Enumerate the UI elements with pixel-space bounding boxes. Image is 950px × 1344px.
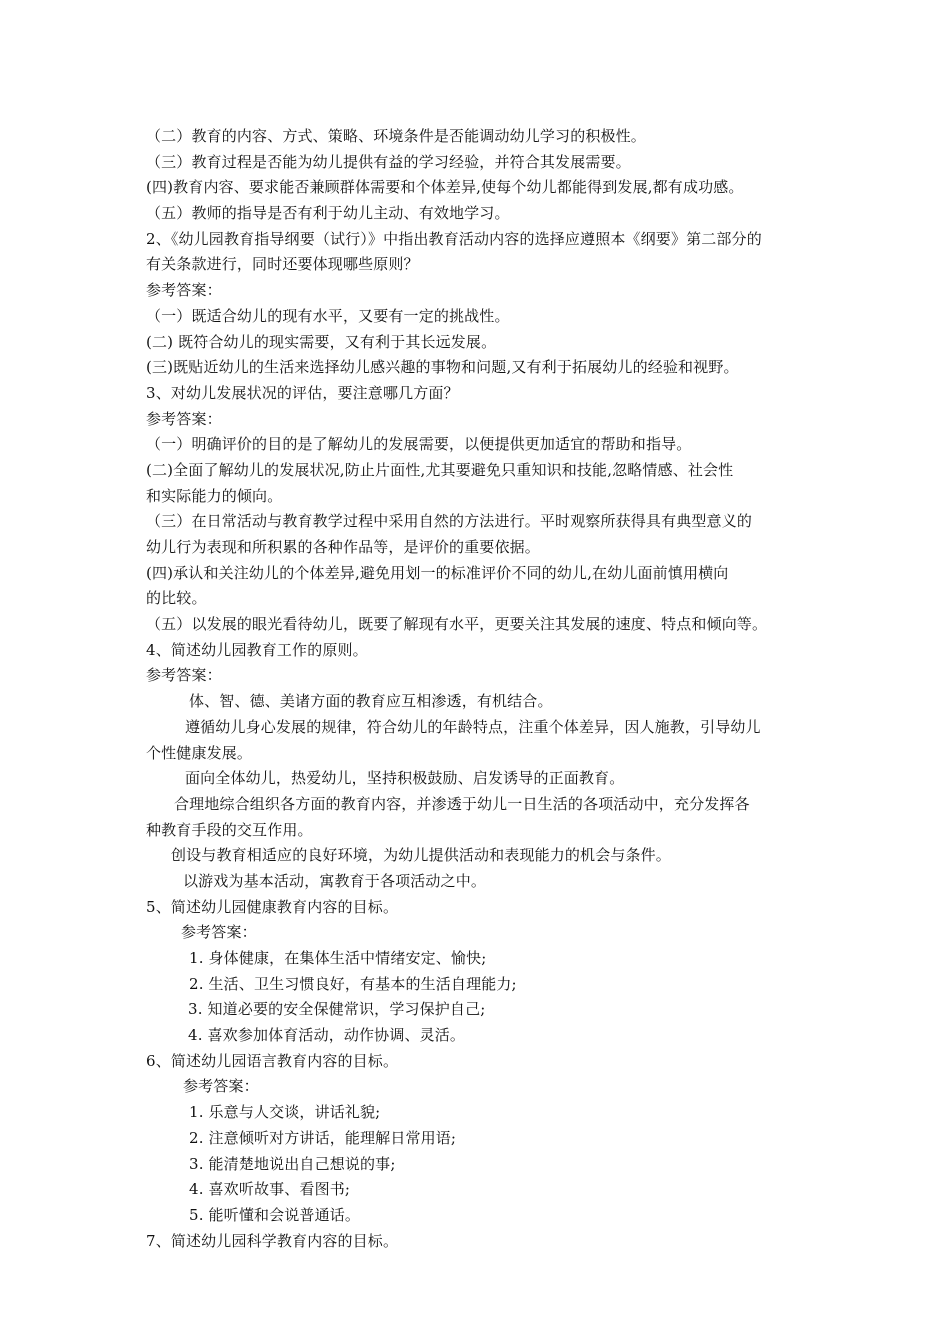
list-item: 3. 知道必要的安全保健常识，学习保护自己; — [188, 1000, 486, 1019]
text-line: （五）教师的指导是否有利于幼儿主动、有效地学习。 — [146, 204, 510, 223]
list-item: 2. 注意倾听对方讲话，能理解日常用语; — [189, 1128, 457, 1147]
text-line: 有关条款进行，同时还要体现哪些原则？ — [146, 255, 419, 274]
question-heading: 4、简述幼儿园教育工作的原则。 — [146, 640, 368, 659]
question-heading: 7、简述幼儿园科学教育内容的目标。 — [146, 1231, 399, 1250]
list-item: 2. 生活、卫生习惯良好，有基本的生活自理能力; — [189, 974, 517, 993]
list-item: 4. 喜欢参加体育活动，动作协调、灵活。 — [188, 1026, 466, 1045]
text-line: （一）明确评价的目的是了解幼儿的发展需要，以便提供更加适宜的帮助和指导。 — [146, 435, 692, 454]
list-item: 1. 乐意与人交谈，讲话礼貌; — [189, 1103, 381, 1122]
text-line: 的比较。 — [146, 589, 207, 608]
text-line: 遵循幼儿身心发展的规律，符合幼儿的年龄特点，注重个体差异，因人施教，引导幼儿 — [185, 717, 761, 736]
answer-label: 参考答案： — [146, 666, 222, 685]
document-body — [146, 124, 810, 1254]
answer-label: 参考答案： — [146, 281, 222, 300]
text-line: 合理地综合组织各方面的教育内容，并渗透于幼儿一日生活的各项活动中，充分发挥各 — [174, 794, 750, 813]
text-line: 个性健康发展。 — [146, 743, 253, 762]
text-line: （一）既适合幼儿的现有水平，又要有一定的挑战性。 — [146, 306, 510, 325]
question-heading: 3、对幼儿发展状况的评估，要注意哪几方面？ — [146, 383, 459, 402]
text-line: (四)教育内容、要求能否兼顾群体需要和个体差异,使每个幼儿都能得到发展,都有成功感。 — [146, 178, 744, 197]
answer-label: 参考答案： — [181, 923, 257, 942]
text-line: 种教育手段的交互作用。 — [146, 820, 313, 839]
text-line: 幼儿行为表现和所积累的各种作品等，是评价的重要依据。 — [146, 538, 540, 556]
text-line: （三）在日常活动与教育教学过程中采用自然的方法进行。平时观察所获得具有典型意义的 — [146, 512, 753, 531]
text-line: （三）教育过程是否能为幼儿提供有益的学习经验，并符合其发展需要。 — [146, 152, 631, 171]
answer-label: 参考答案： — [183, 1077, 259, 1096]
list-item: 1. 身体健康，在集体生活中情绪安定、愉快; — [189, 949, 487, 967]
text-line: (三)既贴近幼儿的生活来选择幼儿感兴趣的事物和问题,又有利于拓展幼儿的经验和视野。 — [146, 358, 739, 377]
text-line: （五）以发展的眼光看待幼儿，既要了解现有水平，更要关注其发展的速度、特点和倾向等。 — [146, 615, 768, 634]
question-heading: 5、简述幼儿园健康教育内容的目标。 — [146, 897, 399, 916]
list-item: 3. 能清楚地说出自己想说的事; — [189, 1154, 396, 1173]
list-item: 4. 喜欢听故事、看图书; — [189, 1180, 351, 1199]
text-line: 体、智、德、美诸方面的教育应互相渗透，有机结合。 — [189, 692, 553, 711]
text-line: 创设与教育相适应的良好环境，为幼儿提供活动和表现能力的机会与条件。 — [171, 846, 671, 865]
text-line: 和实际能力的倾向。 — [146, 486, 283, 505]
list-item: 5. 能听懂和会说普通话。 — [189, 1205, 361, 1224]
text-line: 以游戏为基本活动，寓教育于各项活动之中。 — [183, 871, 487, 890]
text-line: (四)承认和关注幼儿的个体差异,避免用划一的标准评价不同的幼儿,在幼儿面前慎用横向 — [146, 563, 729, 582]
text-line: (二)全面了解幼儿的发展状况,防止片面性,尤其要避免只重知识和技能,忽略情感、社会性 — [146, 460, 734, 479]
question-heading: 2、《幼儿园教育指导纲要（试行）》中指出教育活动内容的选择应遵照本《纲要》第二部分的 — [146, 229, 762, 248]
text-line: 面向全体幼儿，热爱幼儿，坚持积极鼓励、启发诱导的正面教育。 — [185, 769, 625, 788]
question-heading: 6、简述幼儿园语言教育内容的目标。 — [146, 1051, 399, 1070]
text-line: （二）教育的内容、方式、策略、环境条件是否能调动幼儿学习的积极性。 — [146, 127, 646, 145]
text-line: (二) 既符合幼儿的现实需要，又有利于其长远发展。 — [146, 332, 497, 351]
answer-label: 参考答案： — [146, 409, 222, 428]
